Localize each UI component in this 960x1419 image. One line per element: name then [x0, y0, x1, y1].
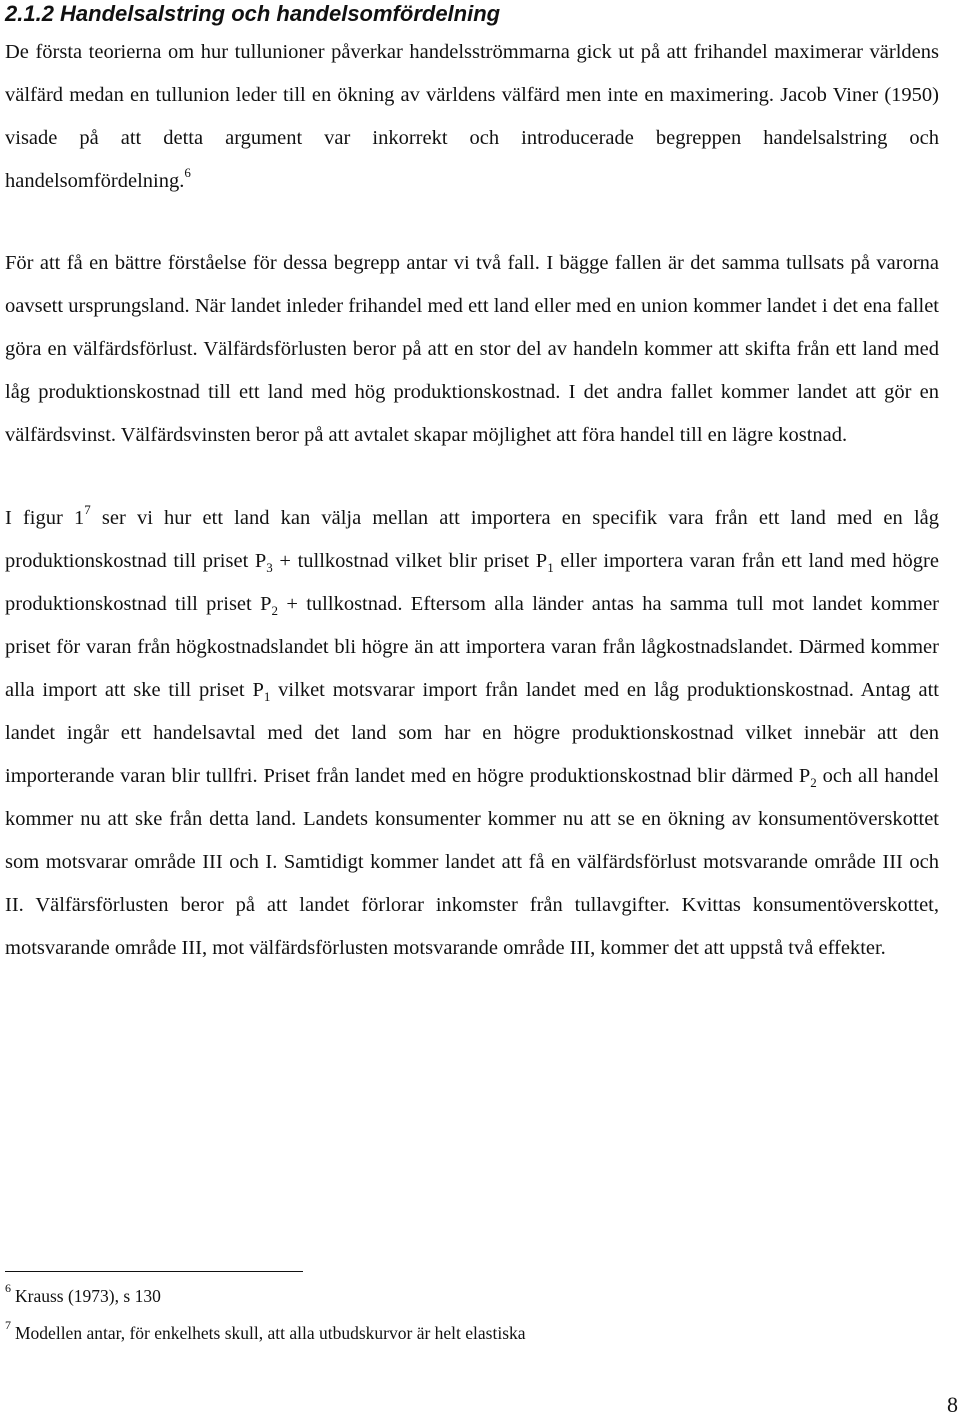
footnote-divider: [5, 1271, 303, 1272]
page-number: 8: [947, 1392, 958, 1417]
footnote-number: 6: [5, 1281, 11, 1296]
footnote-6: [5, 1281, 161, 1307]
footnote-number: 7: [5, 1318, 11, 1333]
paragraph-3-segment: I figur 1: [5, 507, 85, 529]
paragraph-1: [5, 31, 939, 203]
paragraph-3-segment: eller importera varan från ett land med högre produktionskostnad till priset P: [5, 550, 939, 615]
price-subscript: 2: [810, 775, 817, 791]
paragraph-3-segment: ser vi hur ett land kan välja mellan att importera en specifik vara från ett land med en låg produktionskostnad till priset P: [5, 507, 939, 572]
footnote-ref-6[interactable]: 6: [184, 165, 191, 181]
paragraph-3-segment: + tullkostnad vilket blir priset P: [272, 550, 548, 572]
price-subscript: 2: [271, 603, 278, 619]
section-heading: 2.1.2 Handelsalstring och handelsomfördelning: [5, 1, 501, 26]
paragraph-3-segment: vilket motsvarar import från landet med en låg produktionskostnad. Antag att landet ingår ett handelsavtal med det land som har en högre produktionskostnad vilket innebär att den importerande varan blir tullfri. Priset från landet med en högre produktionskostnad blir därmed P: [5, 679, 939, 787]
price-subscript: 1: [263, 689, 271, 705]
price-subscript: 3: [266, 560, 273, 576]
paragraph-1-text: De första teorierna om hur tullunioner påverkar handelsströmmarna gick ut på att frihandel maximerar världens välfärd medan en tullunion leder till en ökning av världens välfärd men inte en maximering. Jacob Viner (1950) visade på att detta argument var inkorrekt och introducerade begreppen handelsalstring och handelsomfördelning.: [5, 41, 939, 192]
footnote-text: Krauss (1973), s 130: [15, 1286, 161, 1306]
footnote-text: Modellen antar, för enkelhets skull, att alla utbudskurvor är helt elastiska: [15, 1323, 526, 1343]
footnote-7: [5, 1318, 526, 1344]
paragraph-3-segment: + tullkostnad. Eftersom alla länder antas ha samma tull mot landet kommer priset för varan från högkostnadslandet bli högre än att importera varan från lågkostnadslandet. Därmed kommer alla import att ske till priset P: [5, 593, 940, 701]
document-page: [5, 0, 939, 970]
paragraph-2: För att få en bättre förståelse för dessa begrepp antar vi två fall. I bägge fallen är det samma tullsats på varorna oavsett ursprungsland. När landet inleder frihandel med ett land eller med en union kommer landet i det ena fallet göra en välfärdsförlust. Välfärdsförlusten beror på att en stor del av handeln kommer att skifta från ett land med låg produktionskostnad till ett land med hög produktionskostnad. I det andra fallet kommer landet att gör en välfärdsvinst. Välfärdsvinsten beror på att avtalet skapar möjlighet att föra handel till en lägre kostnad.: [5, 252, 939, 446]
paragraph-3-segment: och all handel kommer nu att ske från detta land. Landets konsumenter kommer nu att se en ökning av konsumentöverskottet som motsvarar område III och I. Samtidigt kommer landet att få en välfärdsförlust motsvarande område III och II. Välfärsförlusten beror på att landet förlorar inkomster från tullavgifter. Kvittas konsumentöverskottet, motsvarande område III, mot välfärdsförlusten motsvarande område III, kommer det att uppstå två effekter.: [5, 765, 939, 959]
price-subscript: 1: [547, 560, 554, 576]
paragraph-3: [5, 497, 939, 970]
footnote-ref-7[interactable]: 7: [84, 502, 91, 518]
